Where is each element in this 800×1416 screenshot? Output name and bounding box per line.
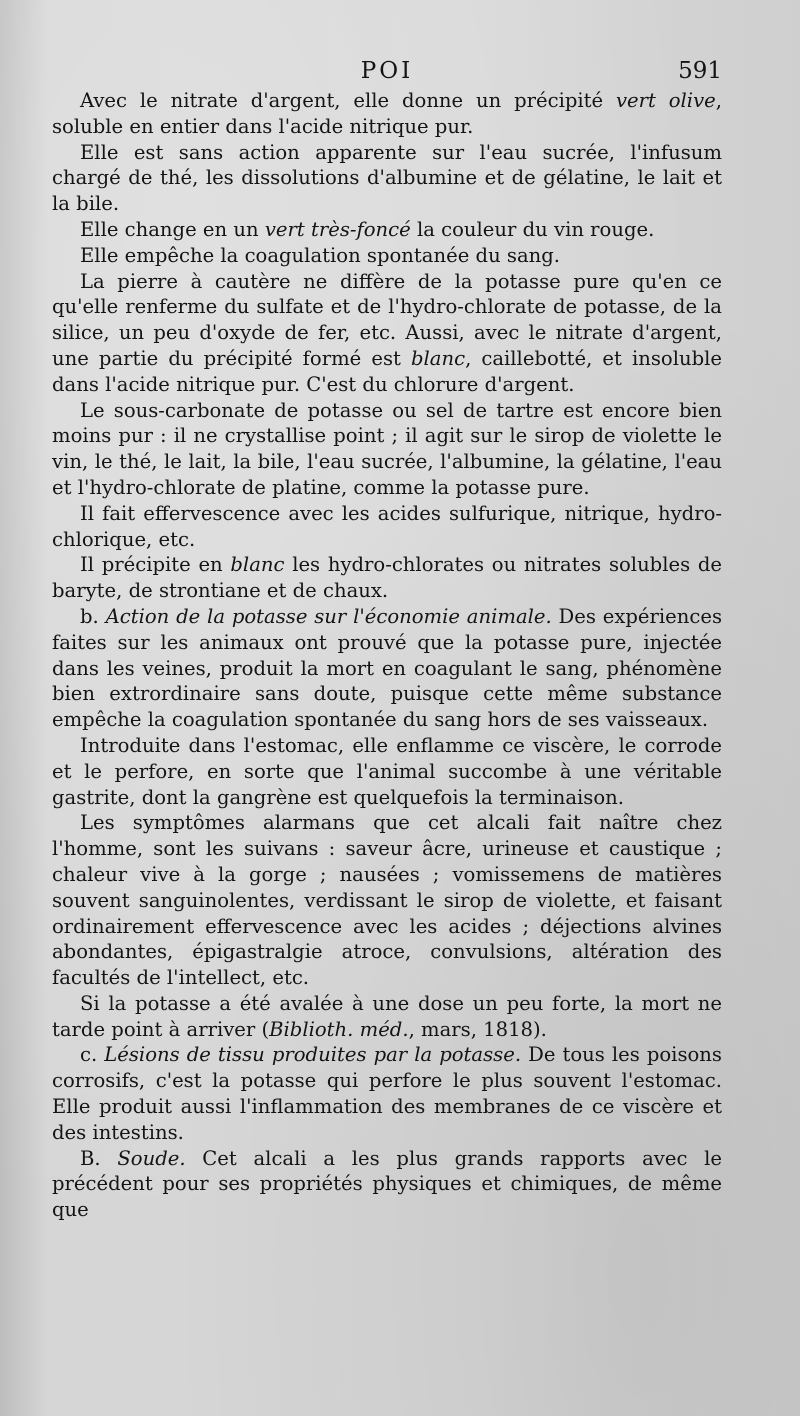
paragraph — [52, 604, 722, 733]
text-run: Elle change en un — [80, 217, 265, 241]
italic-text: Lésions de tissu produites par la potasse. — [104, 1043, 522, 1067]
text-run: Il fait effervescence avec les acides sulfurique, nitrique, hydro-chlorique, etc. — [52, 501, 722, 551]
paragraph — [52, 501, 722, 553]
paragraph — [52, 140, 722, 217]
text-run: Les symptômes alarmans que cet alcali fait naître chez l'homme, sont les suivans : saveur âcre, urineuse et caustique ; chaleur vive à la gorge ; nausées ; vomissemens de matières souvent sanguinolentes, verdissant le sirop de violette, et faisant ordinairement effervescence avec les acides ; déjections alvines abondantes, épigastralgie atroce, convulsions, altération des facultés de l'intellect, etc. — [52, 811, 722, 990]
text-run: Elle empêche la coagulation spontanée du sang. — [80, 243, 561, 267]
text-run: Il précipite en — [80, 553, 231, 577]
italic-text: blanc — [410, 346, 466, 370]
italic-text: vert olive — [615, 89, 716, 112]
text-run: les hydro-chlorates ou nitrates solubles de baryte, de strontiane et de chaux. — [52, 553, 722, 603]
italic-text: Biblioth. méd. — [269, 1017, 409, 1041]
text-run: , soluble en entier dans l'acide nitrique pur. — [52, 89, 722, 138]
text-run: c. — [80, 1043, 105, 1067]
running-head: POI — [360, 58, 414, 84]
italic-text: vert très-foncé — [264, 217, 411, 241]
text-run: Si la potasse a été avalée à une dose un peu forte, la mort ne tarde point à arriver ( — [52, 991, 722, 1041]
text-run: Introduite dans l'estomac, elle enflamme ce viscère, le corrode et le perfore, en sorte que l'animal succombe à une véritable gastrite, dont la gangrène est quelquefois la terminaison. — [52, 733, 722, 809]
text-run: La pierre à cautère ne diffère de la potasse pure qu'en ce qu'elle renferme du sulfate et de l'hydro-chlorate de potasse, de la silice, un peu d'oxyde de fer, etc. Aussi, avec le nitrate d'argent, une partie du précipité formé est — [52, 269, 722, 370]
page-header — [52, 56, 722, 90]
text-run: Avec le nitrate d'argent, elle donne un précipité — [80, 89, 616, 112]
paragraph — [52, 1042, 722, 1145]
text-run: De tous les poisons corrosifs, c'est la potasse qui perfore le plus souvent l'estomac. Elle produit aussi l'inflammation des membranes de ce viscère et des intestins. — [52, 1043, 722, 1144]
text-run: Cet alcali a les plus grands rapports avec le précédent pour ses propriétés physiques et chimiques, de même que — [52, 1146, 723, 1222]
body-text — [52, 88, 722, 1223]
paragraph — [52, 269, 722, 398]
paragraph — [52, 1146, 722, 1223]
italic-text: Soude. — [117, 1146, 186, 1170]
text-run: , mars, 1818). — [408, 1017, 547, 1041]
text-run: la couleur du vin rouge. — [410, 217, 655, 241]
paragraph — [52, 733, 722, 810]
italic-text: Action de la potasse sur l'économie animale. — [105, 604, 552, 628]
page-number: 591 — [678, 58, 722, 84]
text-run: , caillebotté, et insoluble dans l'acide nitrique pur. C'est du chlorure d'argent. — [52, 346, 722, 396]
paragraph — [52, 991, 722, 1043]
paragraph — [52, 88, 722, 140]
paragraph — [52, 217, 722, 243]
text-run: Le sous-carbonate de potasse ou sel de tartre est encore bien moins pur : il ne crystallise point ; il agit sur le sirop de violette le vin, le thé, le lait, la bile, l'eau sucrée, l'albumine, la gélatine, l'eau et l'hydro-chlorate de platine, comme la potasse pure. — [52, 398, 722, 499]
italic-text: blanc — [230, 553, 285, 577]
paragraph — [52, 398, 722, 501]
text-run: Des expériences faites sur les animaux ont prouvé que la potasse pure, injectée dans les veines, produit la mort en coagulant le sang, phénomène bien extrordinaire sans doute, puisque cette même substance empêche la coagulation spontanée du sang hors de ses vaisseaux. — [52, 604, 722, 732]
text-run: b. — [80, 604, 106, 628]
text-run: B. — [80, 1146, 118, 1170]
paragraph — [52, 243, 722, 269]
paragraph — [52, 552, 722, 604]
text-run: Elle est sans action apparente sur l'eau sucrée, l'infusum chargé de thé, les dissolutions d'albumine et de gélatine, le lait et la bile. — [52, 140, 722, 216]
paragraph — [52, 810, 722, 991]
